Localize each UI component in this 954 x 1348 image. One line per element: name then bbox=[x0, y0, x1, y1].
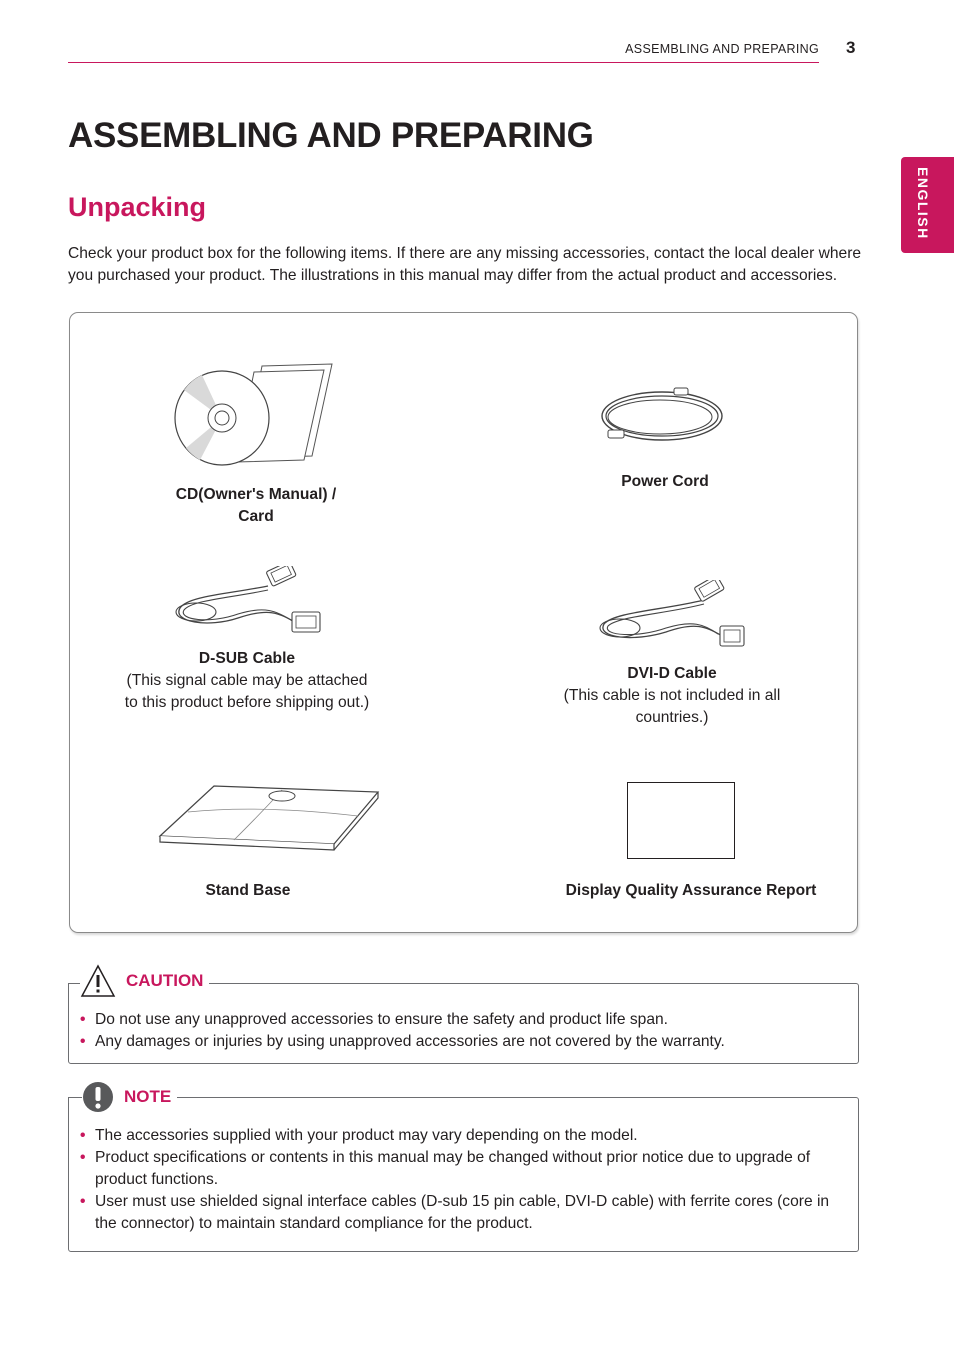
item-dsub-desc-line2: to this product before shipping out.) bbox=[124, 694, 370, 711]
page-number: 3 bbox=[846, 38, 856, 57]
item-dvid-cable bbox=[532, 663, 812, 729]
caution-header bbox=[80, 964, 209, 998]
dvid-cable-illustration bbox=[594, 580, 754, 656]
note-item: • User must use shielded signal interface cables (D-sub 15 pin cable, DVI-D cable) with ferrite cores (core in the connector) to maintain standard compliance for the product. bbox=[79, 1191, 842, 1235]
intro-paragraph: Check your product box for the following items. If there are any missing accessories, contact the local dealer where you purchased your product. The illustrations in this manual may differ from the actual product and accessories. bbox=[68, 245, 862, 284]
item-dvid-name: DVI-D Cable bbox=[627, 665, 717, 682]
stand-base-illustration bbox=[156, 778, 382, 854]
note-item: • Product specifications or contents in this manual may be changed without prior notice due to upgrade of product functions. bbox=[79, 1147, 842, 1191]
item-stand-base-name: Stand Base bbox=[205, 882, 291, 899]
dsub-cable-illustration bbox=[168, 566, 328, 642]
item-quality-report-name: Display Quality Assurance Report bbox=[565, 882, 817, 899]
note-list bbox=[79, 1125, 842, 1235]
item-cd-name-line1: CD(Owner's Manual) / bbox=[175, 486, 337, 503]
item-cd-card bbox=[140, 484, 372, 528]
warning-triangle-icon bbox=[80, 964, 116, 998]
caution-item: • Do not use any unapproved accessories to ensure the safety and product life span. bbox=[79, 1009, 842, 1031]
section-title: Unpacking bbox=[68, 192, 207, 222]
item-quality-report bbox=[546, 880, 836, 902]
item-stand-base bbox=[160, 880, 336, 902]
cd-card-illustration bbox=[170, 360, 340, 470]
note-title: NOTE bbox=[124, 1087, 172, 1106]
item-dvid-desc-line2: countries.) bbox=[635, 709, 709, 726]
language-tab bbox=[901, 157, 954, 253]
item-cd-name-line2: Card bbox=[238, 508, 274, 525]
power-cord-illustration bbox=[598, 384, 728, 446]
item-dsub-desc-line1: (This signal cable may be attached bbox=[126, 672, 368, 689]
report-illustration bbox=[627, 782, 735, 859]
caution-list bbox=[79, 1009, 842, 1053]
item-dvid-desc-line1: (This cable is not included in all bbox=[563, 687, 781, 704]
caution-item: • Any damages or injuries by using unapproved accessories are not covered by the warranty. bbox=[79, 1031, 842, 1053]
note-item: • The accessories supplied with your product may vary depending on the model. bbox=[79, 1125, 842, 1147]
note-callout bbox=[68, 1097, 859, 1252]
exclamation-circle-icon bbox=[82, 1081, 114, 1113]
caution-title: CAUTION bbox=[126, 971, 204, 990]
item-dsub-name: D-SUB Cable bbox=[198, 650, 296, 667]
running-header bbox=[68, 38, 819, 63]
page-title: ASSEMBLING AND PREPARING bbox=[68, 116, 594, 155]
note-header bbox=[82, 1081, 177, 1113]
language-tab-label: ENGLISH bbox=[915, 167, 931, 240]
running-header-title: ASSEMBLING AND PREPARING bbox=[625, 42, 819, 56]
item-dsub-cable bbox=[110, 648, 384, 714]
item-power-cord bbox=[560, 471, 770, 493]
item-power-cord-name: Power Cord bbox=[621, 473, 709, 490]
